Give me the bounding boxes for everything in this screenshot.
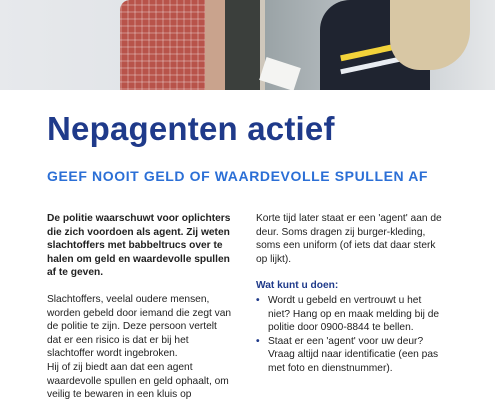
photo-man (120, 0, 215, 90)
body-paragraph: Hij of zij biedt aan dat een agent waardevolle spullen en geld ophaalt, om veilig te bewaren in een kluis op (47, 361, 229, 400)
list-item (256, 294, 446, 335)
photo-man-arm (205, 0, 225, 90)
bullet-icon: • (256, 294, 260, 306)
body-paragraph: Korte tijd later staat er een 'agent' aan de deur. Soms dragen zij burger-kleding, soms een uniform (of iets dat daar sterk op lijkt). (256, 213, 442, 265)
column-left (47, 212, 232, 400)
body-paragraph: Slachtoffers, veelal oudere mensen, worden gebeld door iemand die zegt van de politie te zijn. Deze persoon vertelt dat er een risico is dat er bij het slachtoffer wordt ingebroken. (47, 293, 232, 360)
tip-text: Staat er een 'agent' voor uw deur? Vraag altijd naar identificatie (een pas met foto en dienstnummer). (268, 335, 439, 374)
bullet-icon: • (256, 335, 260, 347)
article-title: Nepagenten actief (47, 110, 335, 147)
column-right (256, 212, 446, 376)
tips-heading: Wat kunt u doen: (256, 280, 339, 292)
tip-text: Wordt u gebeld en vertrouwt u het niet? Hang op en maak melding bij de politie door 0900-8844 te bellen. (268, 294, 440, 334)
photo-doorway (222, 0, 260, 90)
hero-photo (0, 0, 495, 90)
list-item (256, 335, 446, 376)
tips-list (256, 294, 446, 376)
article-subtitle: GEEF NOOIT GELD OF WAARDEVOLLE SPULLEN AF (47, 168, 429, 184)
lead-paragraph: De politie waarschuwt voor oplichters die zich voordoen als agent. Zij weten slachtoffers met babbeltrucs over te halen om geld en waardevolle spullen af te geven. (47, 213, 231, 279)
